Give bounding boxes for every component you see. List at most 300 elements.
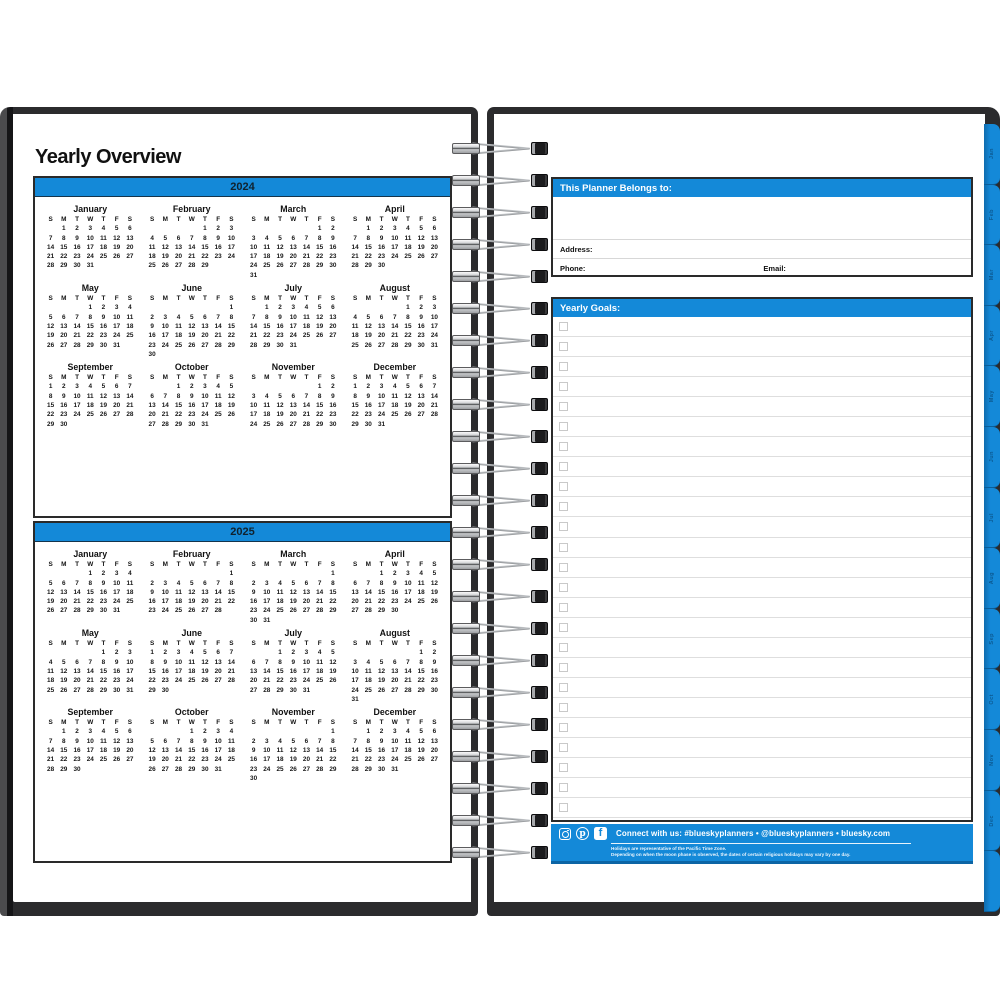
day-number: 14 (161, 402, 169, 410)
weekday-header: F (114, 374, 119, 382)
day-number: 30 (73, 262, 81, 270)
weekday-header: T (278, 374, 282, 382)
weekday-header: T (304, 561, 309, 568)
day-number: 23 (364, 411, 372, 419)
day-number: 17 (174, 667, 183, 675)
day-number: 23 (377, 756, 386, 764)
day-number: 23 (329, 253, 337, 261)
day-number: 11 (316, 658, 324, 666)
month-name: December (373, 362, 417, 373)
day-number: 28 (227, 677, 235, 685)
goal-line (553, 598, 971, 618)
day-number: 12 (113, 234, 121, 242)
day-number: 31 (201, 420, 209, 428)
day-number: 8 (278, 658, 282, 666)
day-number: 23 (430, 677, 438, 685)
weekday-header: S (432, 216, 437, 223)
day-number: 27 (430, 253, 438, 261)
day-number: 18 (263, 253, 271, 261)
day-number: 25 (174, 341, 183, 349)
day-number: 18 (86, 402, 94, 410)
day-number: 15 (227, 322, 235, 330)
day-number: 10 (404, 579, 412, 587)
day-number: 17 (227, 243, 235, 251)
weekday-header: T (379, 374, 384, 382)
day-number: 12 (404, 392, 412, 400)
day-number: 2 (432, 649, 437, 657)
goal-line (553, 337, 971, 357)
day-number: 29 (60, 262, 68, 270)
day-number: 7 (304, 234, 309, 242)
checkbox-icon (559, 382, 568, 391)
day-number: 9 (392, 579, 397, 587)
day-number: 20 (289, 253, 297, 261)
day-number: 10 (351, 667, 359, 675)
day-number: 17 (86, 747, 94, 755)
weekday-header: F (419, 719, 424, 727)
day-number: 24 (113, 598, 121, 606)
left-page-yearly-overview (13, 114, 471, 902)
month-name: February (172, 549, 211, 559)
weekday-header: T (278, 561, 282, 568)
day-number: 19 (417, 243, 425, 251)
day-number: 19 (113, 243, 121, 251)
day-number: 10 (113, 579, 121, 587)
weekday-header: F (317, 719, 322, 727)
day-number: 16 (188, 402, 196, 410)
weekday-header: F (419, 561, 424, 568)
weekday-header: T (278, 719, 282, 727)
goal-line (553, 497, 971, 517)
day-number: 7 (406, 658, 410, 666)
goals-header: Yearly Goals: (553, 299, 971, 317)
day-number: 26 (188, 341, 196, 349)
day-number: 20 (60, 332, 68, 340)
day-number: 19 (113, 747, 121, 755)
day-number: 13 (60, 588, 68, 596)
mini-month-july (247, 283, 340, 359)
weekday-header: S (48, 295, 53, 303)
weekday-header: W (87, 640, 94, 648)
day-number: 23 (148, 341, 156, 349)
day-number: 7 (392, 313, 397, 321)
weekday-header: M (365, 561, 371, 568)
day-number: 18 (126, 322, 134, 330)
binding-coil (452, 332, 548, 349)
day-number: 10 (73, 392, 81, 400)
weekday-header: T (176, 561, 181, 568)
mini-month-april (349, 204, 442, 280)
day-number: 19 (188, 598, 196, 606)
day-number: 22 (404, 332, 412, 340)
goal-line (553, 377, 971, 397)
day-number: 3 (291, 304, 296, 312)
weekday-header: S (330, 719, 336, 727)
day-number: 14 (351, 747, 359, 755)
month-name: April (384, 204, 405, 214)
day-number: 7 (189, 234, 194, 242)
weekday-header: T (278, 640, 282, 648)
day-number: 24 (250, 262, 258, 270)
weekday-header: W (391, 719, 398, 727)
binding-coil (452, 716, 548, 733)
day-number: 14 (364, 588, 372, 596)
month-name: August (379, 628, 410, 639)
day-number: 7 (366, 579, 371, 587)
day-number: 23 (250, 765, 258, 773)
day-number: 27 (417, 411, 425, 419)
day-number: 20 (417, 402, 425, 410)
day-number: 20 (430, 747, 438, 755)
day-number: 30 (201, 765, 209, 773)
footer-social-bar (551, 824, 973, 861)
day-number: 31 (113, 341, 121, 349)
day-number: 29 (329, 765, 337, 773)
weekday-header: M (61, 216, 67, 223)
weekday-header: F (216, 295, 221, 303)
mini-month-june (146, 283, 239, 359)
goal-line (553, 578, 971, 598)
year-banner-2024: 2024 (35, 178, 450, 197)
day-number: 23 (73, 756, 81, 764)
weekday-header: M (264, 561, 270, 568)
weekday-header: S (352, 295, 358, 303)
day-number: 28 (47, 262, 55, 270)
day-number: 24 (263, 765, 271, 773)
day-number: 31 (289, 341, 297, 349)
day-number: 8 (406, 313, 410, 321)
day-number: 2 (189, 383, 194, 391)
day-number: 24 (250, 420, 258, 428)
weekday-header: S (48, 561, 53, 568)
weekday-header: S (149, 295, 155, 303)
day-number: 25 (302, 332, 310, 340)
day-number: 18 (148, 253, 156, 261)
day-number: 26 (227, 411, 235, 419)
day-number: 26 (329, 677, 337, 685)
day-number: 30 (289, 686, 297, 694)
day-number: 28 (73, 341, 81, 349)
weekday-header: S (48, 216, 53, 223)
day-number: 5 (317, 304, 322, 312)
day-number: 5 (48, 313, 53, 321)
day-number: 31 (86, 262, 94, 270)
day-number: 6 (176, 234, 181, 242)
day-number: 22 (227, 332, 235, 340)
day-number: 17 (86, 243, 94, 251)
day-number: 22 (377, 598, 386, 606)
month-tab-feb: Feb (984, 185, 1000, 246)
day-number: 4 (278, 737, 282, 745)
goal-line (553, 417, 971, 437)
day-number: 14 (86, 667, 94, 675)
day-number: 24 (227, 253, 235, 261)
day-number: 30 (364, 420, 372, 428)
day-number: 2 (150, 313, 154, 321)
day-number: 21 (316, 598, 324, 606)
day-number: 27 (73, 686, 81, 694)
day-number: 6 (128, 225, 132, 233)
day-number: 12 (148, 747, 156, 755)
day-number: 18 (214, 402, 222, 410)
day-number: 22 (263, 332, 271, 340)
day-number: 20 (113, 402, 121, 410)
weekday-header: S (149, 216, 155, 223)
day-number: 16 (250, 598, 258, 606)
day-number: 16 (148, 332, 156, 340)
day-number: 23 (148, 607, 156, 615)
day-number: 7 (88, 658, 93, 666)
day-number: 28 (351, 765, 359, 773)
month-name: March (280, 549, 307, 559)
weekday-header: S (229, 561, 234, 568)
day-number: 14 (73, 588, 81, 596)
day-number: 9 (331, 234, 335, 242)
day-number: 23 (201, 756, 209, 764)
day-number: 9 (278, 313, 282, 321)
day-number: 5 (419, 728, 423, 736)
checkbox-icon (559, 663, 568, 672)
weekday-header: S (149, 640, 155, 648)
day-number: 14 (214, 322, 222, 330)
day-number: 1 (48, 383, 53, 391)
day-number: 26 (113, 756, 121, 764)
day-number: 26 (161, 262, 169, 270)
day-number: 31 (263, 616, 271, 624)
day-number: 3 (392, 728, 397, 736)
binding-coil (452, 780, 548, 797)
day-number: 2 (251, 737, 256, 745)
holiday-note-line1: Holidays are representative of the Pacific Time Zone. (611, 846, 727, 851)
day-number: 14 (316, 588, 324, 596)
day-number: 24 (351, 686, 359, 694)
day-number: 23 (73, 253, 81, 261)
day-number: 29 (329, 607, 337, 615)
day-number: 16 (161, 667, 169, 675)
binding-coil (452, 524, 548, 541)
goal-line (553, 538, 971, 558)
weekday-header: S (127, 374, 133, 382)
binding-coil (452, 812, 548, 829)
day-number: 8 (366, 234, 371, 242)
weekday-header: T (75, 374, 79, 382)
month-name: January (73, 204, 108, 214)
day-number: 22 (60, 253, 68, 261)
weekday-header: M (61, 719, 67, 727)
day-number: 8 (419, 658, 423, 666)
day-number: 5 (331, 649, 335, 657)
day-number: 30 (161, 686, 169, 694)
day-number: 23 (60, 411, 68, 419)
day-number: 2 (278, 304, 282, 312)
day-number: 15 (276, 667, 284, 675)
mini-month-may (44, 283, 137, 359)
weekday-header: S (330, 216, 336, 223)
day-number: 9 (366, 392, 371, 400)
day-number: 30 (329, 262, 337, 270)
day-number: 7 (317, 737, 322, 745)
binding-coil (452, 204, 548, 221)
day-number: 10 (113, 313, 121, 321)
weekday-header: T (278, 295, 282, 303)
weekday-header: F (317, 374, 322, 382)
day-number: 11 (188, 658, 196, 666)
day-number: 9 (216, 234, 220, 242)
weekday-header: F (114, 216, 119, 223)
day-number: 12 (276, 243, 284, 251)
day-number: 30 (148, 350, 156, 358)
day-number: 25 (351, 341, 359, 349)
day-number: 12 (417, 234, 425, 242)
day-number: 11 (303, 313, 310, 321)
day-number: 23 (161, 677, 169, 685)
day-number: 15 (148, 667, 156, 675)
day-number: 3 (353, 658, 357, 666)
day-number: 20 (377, 332, 386, 340)
day-number: 17 (351, 677, 359, 685)
day-number: 7 (317, 579, 322, 587)
day-number: 15 (60, 243, 68, 251)
day-number: 8 (176, 392, 181, 400)
weekday-header: S (229, 719, 234, 727)
day-number: 18 (316, 667, 324, 675)
day-number: 5 (291, 737, 296, 745)
weekday-header: S (432, 295, 437, 303)
holiday-note-line2: Depending on when the moon phase is observed, the dates of certain religious holidays may vary by one day. (611, 851, 851, 857)
day-number: 11 (100, 234, 107, 242)
binding-coil (452, 460, 548, 477)
checkbox-icon (559, 322, 568, 331)
day-number: 28 (316, 607, 324, 615)
day-number: 1 (176, 383, 181, 391)
weekday-header: T (101, 295, 106, 303)
day-number: 16 (364, 402, 372, 410)
day-number: 30 (99, 607, 107, 615)
month-name: May (81, 283, 99, 294)
binding-coil (452, 588, 548, 605)
month-tab-oct: Oct (984, 669, 1000, 730)
day-number: 20 (201, 332, 209, 340)
day-number: 21 (391, 332, 399, 340)
day-number: 21 (126, 402, 134, 410)
day-number: 27 (201, 607, 209, 615)
day-number: 22 (316, 253, 324, 261)
day-number: 25 (276, 607, 284, 615)
day-number: 9 (163, 658, 168, 666)
day-number: 11 (351, 322, 359, 330)
day-number: 14 (47, 747, 55, 755)
month-name: April (384, 549, 405, 559)
day-number: 27 (302, 607, 310, 615)
day-number: 26 (364, 341, 372, 349)
day-number: 4 (353, 313, 357, 321)
day-number: 4 (189, 649, 194, 657)
day-number: 8 (229, 579, 234, 587)
day-number: 1 (229, 304, 234, 312)
weekday-header: F (317, 216, 322, 223)
day-number: 24 (289, 332, 297, 340)
day-number: 3 (265, 737, 269, 745)
binding-coil (452, 748, 548, 765)
day-number: 8 (203, 234, 207, 242)
day-number: 20 (126, 243, 134, 251)
day-number: 1 (353, 383, 357, 391)
weekday-header: T (379, 719, 384, 727)
day-number: 12 (329, 658, 337, 666)
day-number: 10 (263, 747, 271, 755)
day-number: 8 (317, 234, 322, 242)
day-number: 16 (289, 667, 297, 675)
day-number: 12 (417, 737, 425, 745)
weekday-header: W (87, 295, 94, 303)
weekday-header: S (229, 216, 234, 223)
checkbox-icon (559, 723, 568, 732)
mini-month-august (349, 283, 442, 359)
day-number: 25 (404, 253, 412, 261)
day-number: 12 (188, 322, 196, 330)
weekday-header: T (75, 561, 79, 568)
day-number: 3 (406, 570, 410, 578)
day-number: 14 (430, 392, 438, 400)
weekday-header: M (61, 295, 67, 303)
day-number: 10 (126, 658, 134, 666)
day-number: 28 (430, 411, 438, 419)
day-number: 15 (404, 322, 412, 330)
day-number: 31 (126, 686, 134, 694)
day-number: 13 (60, 322, 68, 330)
day-number: 22 (47, 411, 55, 419)
mini-month-september (44, 707, 137, 783)
day-number: 13 (351, 588, 359, 596)
weekday-header: M (264, 374, 270, 382)
weekday-header: T (278, 216, 282, 223)
month-tab-may: May (984, 366, 1000, 427)
day-number: 6 (432, 225, 437, 233)
weekday-header: T (406, 216, 410, 223)
day-number: 23 (99, 332, 107, 340)
day-number: 3 (114, 570, 119, 578)
day-number: 18 (391, 402, 399, 410)
day-number: 21 (47, 253, 55, 261)
binding-coil (452, 268, 548, 285)
day-number: 8 (265, 313, 269, 321)
weekday-header: W (87, 561, 94, 568)
day-number: 23 (276, 332, 284, 340)
weekday-header: T (101, 561, 106, 568)
day-number: 8 (331, 579, 335, 587)
day-number: 6 (114, 383, 119, 391)
month-tab-jul: Jul (984, 488, 1000, 549)
day-number: 22 (227, 598, 235, 606)
day-number: 20 (302, 598, 310, 606)
day-number: 24 (391, 756, 399, 764)
weekday-header: M (162, 640, 168, 648)
day-number: 4 (229, 728, 234, 736)
checkbox-icon (559, 703, 568, 712)
goal-line (553, 437, 971, 457)
day-number: 6 (128, 728, 132, 736)
checkbox-icon (559, 522, 568, 531)
day-number: 14 (126, 392, 134, 400)
day-number: 27 (329, 332, 337, 340)
day-number: 1 (419, 649, 423, 657)
binding-coil (452, 556, 548, 573)
day-number: 14 (302, 243, 310, 251)
day-number: 17 (161, 598, 169, 606)
day-number: 21 (73, 598, 81, 606)
instagram-icon (559, 828, 571, 840)
day-number: 21 (364, 598, 372, 606)
